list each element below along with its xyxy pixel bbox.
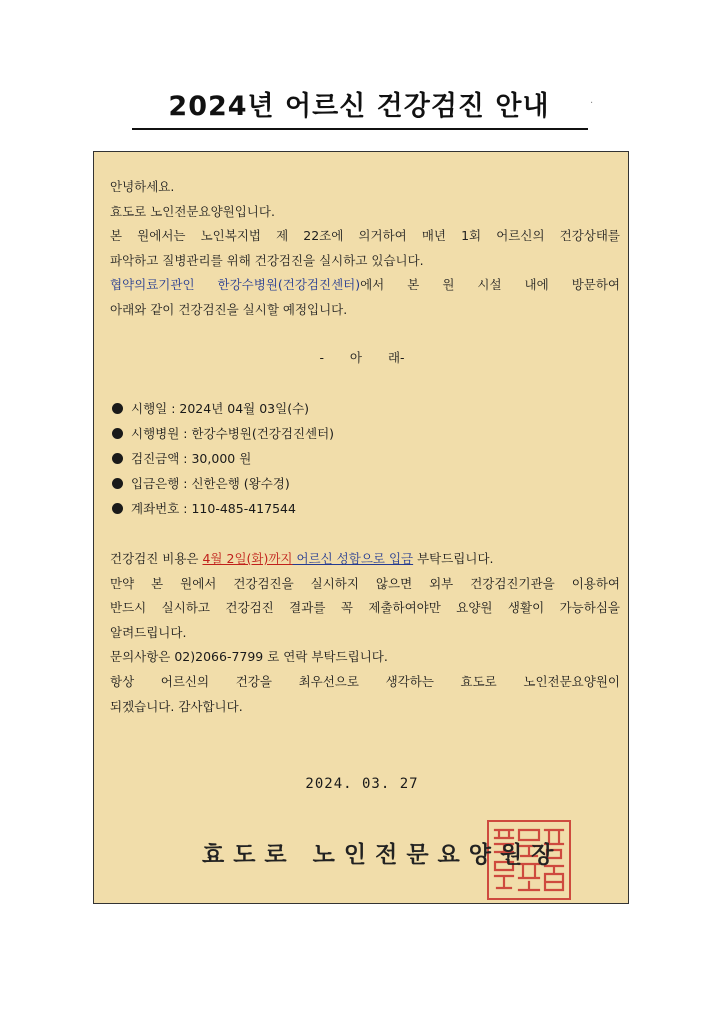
intro-paragraph <box>110 175 620 323</box>
item-value: 한강수병원(건강검진센터) <box>191 426 335 441</box>
para-line-7: 되겠습니다. 감사합니다. <box>110 698 243 714</box>
intro-line-4: 아래와 같이 건강검진을 실시할 예정입니다. <box>110 301 348 317</box>
para-line-6: 항상 어르신의 건강을 최우선으로 생각하는 효도로 노인전문요양원이 <box>110 673 620 689</box>
issue-date: 2024. 03. 27 <box>305 776 419 792</box>
intro-line-1: 본 원에서는 노인복지법 제 22조에 의거하여 매년 1회 어르신의 건강상태를 <box>110 228 620 244</box>
item-separator: : <box>179 501 192 516</box>
partner-hospital: 협약의료기관인 한강수병원(건강검진센터) <box>110 277 361 293</box>
signature-issuer: 효도로 노인전문요양원장 <box>202 842 563 868</box>
scan-speck: · <box>590 98 594 109</box>
item-value: 110-485-417544 <box>191 501 296 516</box>
item-value: 30,000 원 <box>191 451 252 466</box>
para-line-2: 만약 본 원에서 건강검진을 실시하지 않으면 외부 건강검진기관을 이용하여 <box>110 575 620 591</box>
details-list <box>112 396 334 521</box>
para-line-5: 문의사항은 02)2066-7799 로 연락 부탁드립니다. <box>110 649 388 665</box>
payment-name: 어르신 성함으로 입금 <box>292 551 414 566</box>
intro-org: 효도로 노인전문요양원입니다. <box>110 203 275 219</box>
payment-deadline: 4월 2일(화)까지 <box>202 551 293 566</box>
list-item <box>112 396 334 421</box>
para-line-3: 반드시 실시하고 건강검진 결과를 꼭 제출하여야만 요양원 생활이 가능하심을 <box>110 600 620 616</box>
payment-prefix: 건강검진 비용은 <box>110 551 203 566</box>
para-line-4: 알려드립니다. <box>110 624 187 640</box>
section-heading: - 아 래- <box>319 350 405 365</box>
page-title: 2024년 어르신 건강검진 안내 <box>168 91 550 122</box>
bullet-icon <box>112 403 123 414</box>
bullet-icon <box>112 503 123 514</box>
item-label: 시행병원 <box>131 426 180 441</box>
bullet-icon <box>112 478 123 489</box>
intro-line-3 <box>110 273 620 298</box>
item-value: 2024년 04월 03일(수) <box>179 401 310 416</box>
list-item <box>112 421 334 446</box>
item-label: 계좌번호 <box>131 501 180 516</box>
list-item <box>112 446 334 471</box>
item-label: 입금은행 <box>131 476 180 491</box>
payment-paragraph <box>110 547 620 719</box>
list-item <box>112 496 334 521</box>
title-underline <box>132 128 588 130</box>
item-separator: : <box>179 426 192 441</box>
item-separator: : <box>167 401 180 416</box>
bullet-icon <box>112 453 123 464</box>
greeting: 안녕하세요. <box>110 179 175 194</box>
partner-rest: 에서 본 원 시설 내에 방문하여 <box>360 277 620 293</box>
item-label: 검진금액 <box>131 451 180 466</box>
list-item <box>112 471 334 496</box>
item-label: 시행일 <box>131 401 168 416</box>
payment-line <box>110 547 620 572</box>
item-separator: : <box>179 451 192 466</box>
item-value: 신한은행 (왕수경) <box>191 476 290 491</box>
bullet-icon <box>112 428 123 439</box>
payment-suffix: 부탁드립니다. <box>413 551 494 566</box>
item-separator: : <box>179 476 192 491</box>
intro-line-2: 파악하고 질병관리를 위해 건강검진을 실시하고 있습니다. <box>110 252 424 268</box>
notice-panel <box>93 151 629 904</box>
